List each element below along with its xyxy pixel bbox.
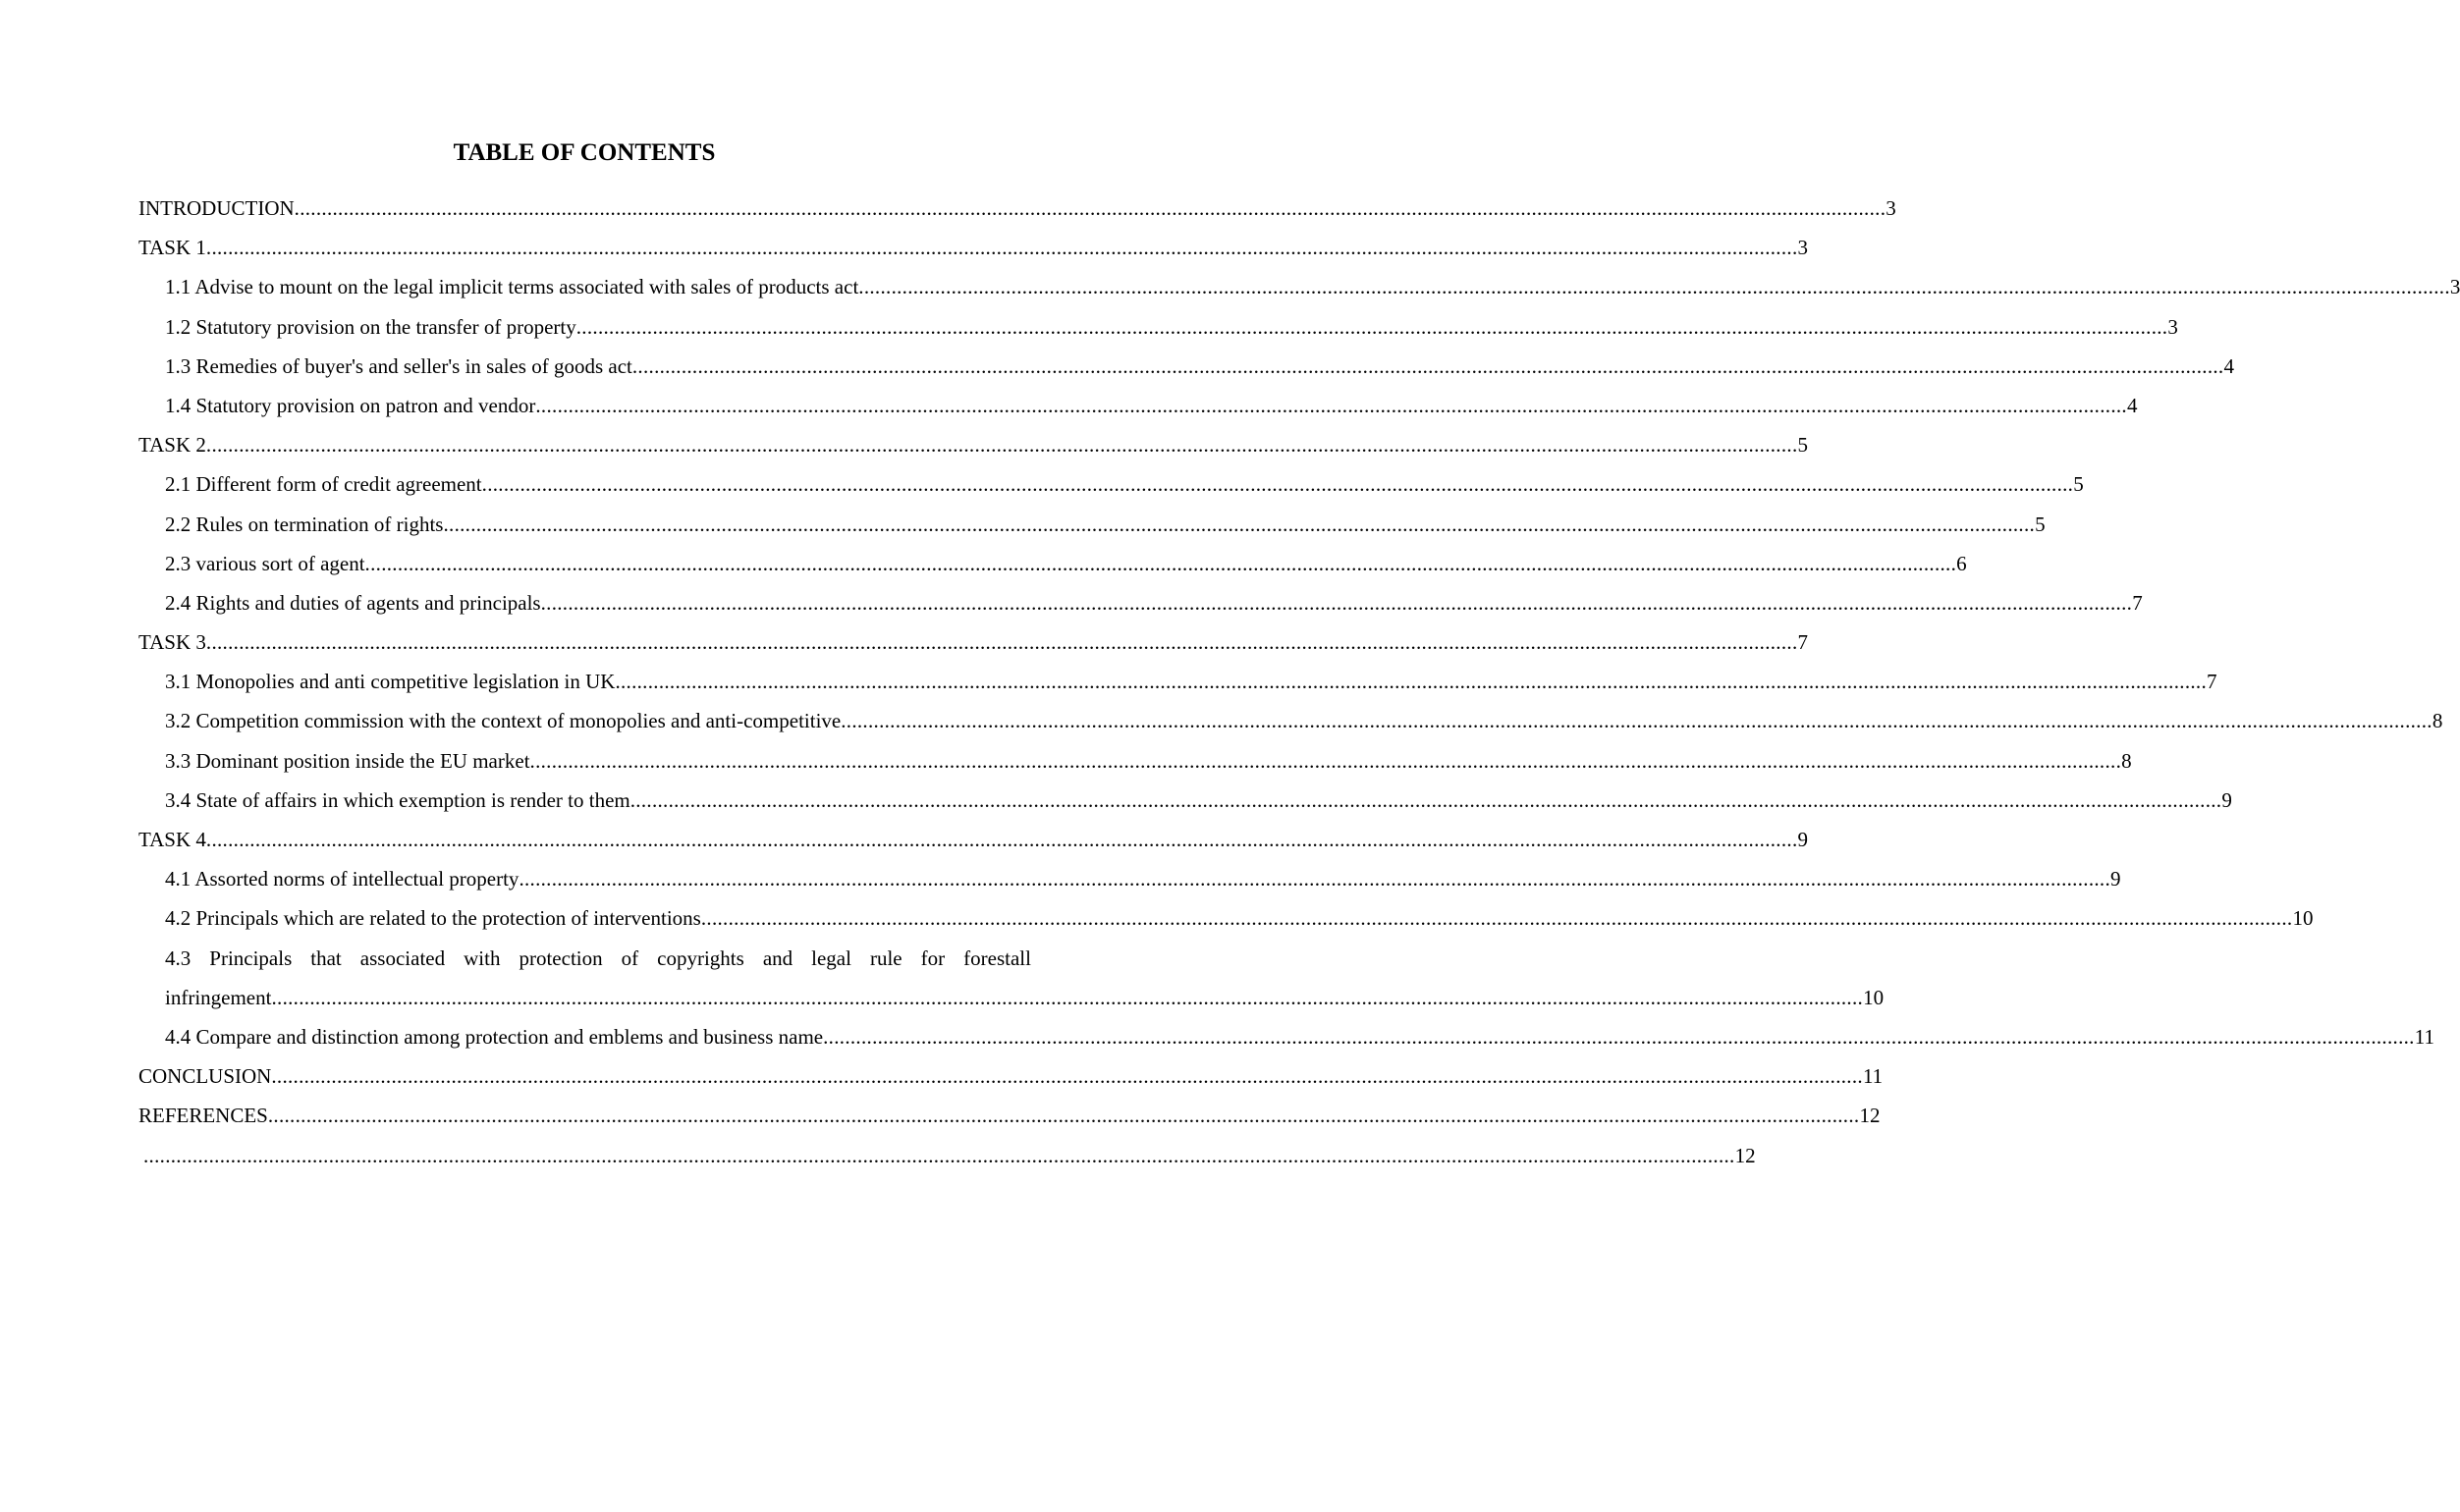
toc-dot-leader — [271, 978, 1863, 1017]
toc-entry-word: and — [762, 945, 793, 970]
toc-dot-leader — [535, 386, 2127, 425]
toc-dot-leader — [519, 859, 2110, 898]
toc-entry[interactable] — [138, 1056, 1884, 1096]
toc-page-number: 10 — [1863, 985, 1885, 1009]
toc-dot-leader — [541, 583, 2133, 622]
toc-entry[interactable] — [138, 701, 2443, 740]
toc-entry-row — [165, 583, 2143, 622]
toc-page-number: 4 — [2126, 393, 2138, 417]
toc-entry[interactable] — [138, 1017, 2434, 1056]
toc-page-number: 7 — [2207, 670, 2217, 694]
toc-entry-row — [165, 386, 2138, 425]
toc-entry-row — [165, 347, 2234, 386]
toc-page-number: 9 — [2221, 787, 2232, 812]
toc-entry-row — [165, 859, 2121, 898]
toc-entry-label: 4.1 Assorted norms of intellectual property — [165, 867, 519, 891]
toc-entry-label: TASK 1 — [138, 236, 206, 260]
toc-entry-row — [138, 622, 1809, 662]
toc-entry-word: for — [920, 945, 946, 970]
toc-entry[interactable] — [138, 544, 1967, 583]
toc-entry-word: copyrights — [657, 945, 744, 970]
toc-entry-row — [138, 425, 1809, 464]
toc-page-number: 9 — [1797, 828, 1809, 851]
toc-page-number: 7 — [1797, 630, 1809, 655]
toc-entry-word: rule — [869, 945, 902, 970]
toc-page-number: 4 — [2223, 353, 2234, 378]
toc-dot-leader — [576, 307, 2168, 347]
toc-entry-label: 2.3 various sort of agent — [165, 551, 365, 575]
toc-dot-leader — [858, 267, 2450, 306]
toc-entry-label: 4.4 Compare and distinction among protection and emblems and business name — [165, 1024, 824, 1049]
toc-page-number: 3 — [1886, 196, 1896, 220]
toc-entry-label: 1.4 Statutory provision on patron and vendor — [165, 393, 536, 417]
toc-dot-leader — [365, 544, 1957, 583]
toc-entry-label: 3.4 State of affairs in which exemption is render to them — [165, 787, 630, 812]
toc-entry-label: 3.1 Monopolies and anti competitive legislation in UK — [165, 670, 616, 694]
toc-page-number: 3 — [2167, 314, 2178, 339]
toc-page-number: 10 — [2292, 906, 2314, 931]
toc-dot-leader — [841, 701, 2433, 740]
toc-entry-row — [165, 781, 2232, 820]
toc-entry[interactable] — [138, 820, 1809, 859]
toc-entry-row — [165, 1017, 2434, 1056]
toc-entry-label: infringement — [165, 985, 272, 1009]
toc-entry-label: 1.3 Remedies of buyer's and seller's in sales of goods act — [165, 353, 632, 378]
toc-entry[interactable] — [138, 741, 2132, 781]
toc-page-number: 7 — [2132, 590, 2143, 615]
toc-entry-row — [138, 1096, 1881, 1135]
toc-entry[interactable] — [138, 386, 2138, 425]
toc-entry-word: forestall — [963, 945, 1031, 970]
toc-entry-row — [165, 978, 1885, 1017]
toc-entry[interactable] — [138, 464, 2084, 504]
toc-entry-word: 4.3 — [165, 945, 191, 970]
toc-title: TABLE OF CONTENTS — [453, 139, 716, 166]
toc-entry-row — [165, 662, 2217, 701]
toc-dot-leader — [206, 622, 1798, 662]
toc-entry-word: of — [621, 945, 639, 970]
toc-entry[interactable] — [138, 583, 2143, 622]
toc-entry-label: 2.2 Rules on termination of rights — [165, 512, 444, 536]
toc-entry-row — [138, 228, 1809, 267]
toc-entry-word: that — [310, 945, 342, 970]
toc-entry[interactable] — [138, 1096, 1881, 1135]
toc-entry-label: 1.1 Advise to mount on the legal implicit terms associated with sales of products act — [165, 275, 859, 299]
toc-page-number: 11 — [1862, 1064, 1884, 1089]
toc-entry-row — [165, 741, 2132, 781]
toc-page-number: 8 — [2432, 709, 2443, 733]
toc-entry-row — [165, 307, 2178, 347]
toc-entry[interactable] — [138, 781, 2232, 820]
toc-page-number: 5 — [2073, 472, 2084, 497]
toc-entry-row — [138, 1136, 1756, 1175]
toc-page-number: 5 — [2035, 512, 2046, 536]
toc-entry-row — [165, 267, 2460, 306]
toc-dot-leader — [701, 898, 2293, 938]
toc-entry-row — [165, 505, 2046, 544]
toc-entry-row — [165, 701, 2443, 740]
toc-page-number: 3 — [2449, 275, 2460, 299]
toc-dot-leader — [295, 189, 1886, 228]
toc-dot-leader — [632, 347, 2224, 386]
toc-entry-label: 2.1 Different form of credit agreement — [165, 472, 482, 497]
toc-entry[interactable] — [138, 425, 1809, 464]
toc-list — [138, 189, 2460, 1175]
toc-entry[interactable] — [138, 859, 2121, 898]
toc-entry[interactable] — [138, 898, 2314, 938]
toc-page-number: 9 — [2110, 867, 2121, 891]
toc-entry-label: TASK 3 — [138, 630, 206, 655]
toc-page-number: 5 — [1797, 433, 1809, 458]
toc-entry-label: REFERENCES — [138, 1104, 268, 1128]
toc-entry-label: 3.2 Competition commission with the context of monopolies and anti-competitive — [165, 709, 842, 733]
toc-entry[interactable] — [138, 189, 1896, 228]
toc-entry[interactable] — [138, 622, 1809, 662]
toc-dot-leader — [443, 505, 2035, 544]
toc-entry[interactable] — [138, 347, 2234, 386]
toc-entry[interactable] — [138, 1136, 1756, 1175]
toc-entry-label: INTRODUCTION — [138, 196, 295, 220]
toc-page-number: 3 — [1797, 236, 1809, 260]
toc-page-number: 11 — [2414, 1024, 2434, 1049]
toc-entry[interactable] — [138, 505, 2046, 544]
toc-entry-word: protection — [519, 945, 603, 970]
toc-page-number: 6 — [1956, 551, 1967, 575]
toc-entry-row — [138, 1056, 1884, 1096]
toc-entry[interactable] — [138, 267, 2460, 306]
toc-dot-leader — [630, 781, 2222, 820]
toc-entry-row — [165, 544, 1967, 583]
toc-entry-label: 1.2 Statutory provision on the transfer of property — [165, 314, 576, 339]
toc-dot-leader — [271, 1056, 1863, 1096]
toc-entry-label: 4.2 Principals which are related to the protection of interventions — [165, 906, 701, 931]
toc-entry-word: Principals — [209, 945, 293, 970]
toc-page-number: 12 — [1859, 1104, 1881, 1128]
toc-dot-leader — [206, 820, 1798, 859]
toc-entry-label: CONCLUSION — [138, 1064, 272, 1089]
toc-entry-label: 2.4 Rights and duties of agents and principals — [165, 590, 541, 615]
toc-dot-leader — [482, 464, 2074, 504]
toc-page-number: 8 — [2121, 748, 2132, 773]
toc-dot-leader — [530, 741, 2122, 781]
toc-entry-label: 3.3 Dominant position inside the EU market — [165, 748, 530, 773]
toc-entry-label: TASK 2 — [138, 433, 206, 458]
toc-dot-leader — [615, 662, 2207, 701]
toc-dot-leader — [206, 425, 1798, 464]
toc-entry[interactable] — [138, 939, 1885, 1017]
toc-entry[interactable] — [138, 662, 2217, 701]
toc-entry-label-line1 — [165, 939, 1031, 978]
toc-entry-row — [165, 464, 2084, 504]
toc-entry-word: associated — [359, 945, 446, 970]
toc-entry[interactable] — [138, 307, 2178, 347]
toc-entry-label: TASK 4 — [138, 828, 206, 851]
toc-entry-row — [138, 820, 1809, 859]
toc-entry-row — [138, 189, 1896, 228]
toc-page-number: 12 — [1734, 1143, 1756, 1167]
toc-dot-leader — [268, 1096, 1860, 1135]
toc-entry[interactable] — [138, 228, 1809, 267]
toc-dot-leader — [206, 228, 1798, 267]
toc-dot-leader — [143, 1136, 1735, 1175]
toc-entry-row — [165, 898, 2314, 938]
toc-entry-word: with — [464, 945, 501, 970]
toc-dot-leader — [823, 1017, 2415, 1056]
toc-entry-word: legal — [811, 945, 851, 970]
